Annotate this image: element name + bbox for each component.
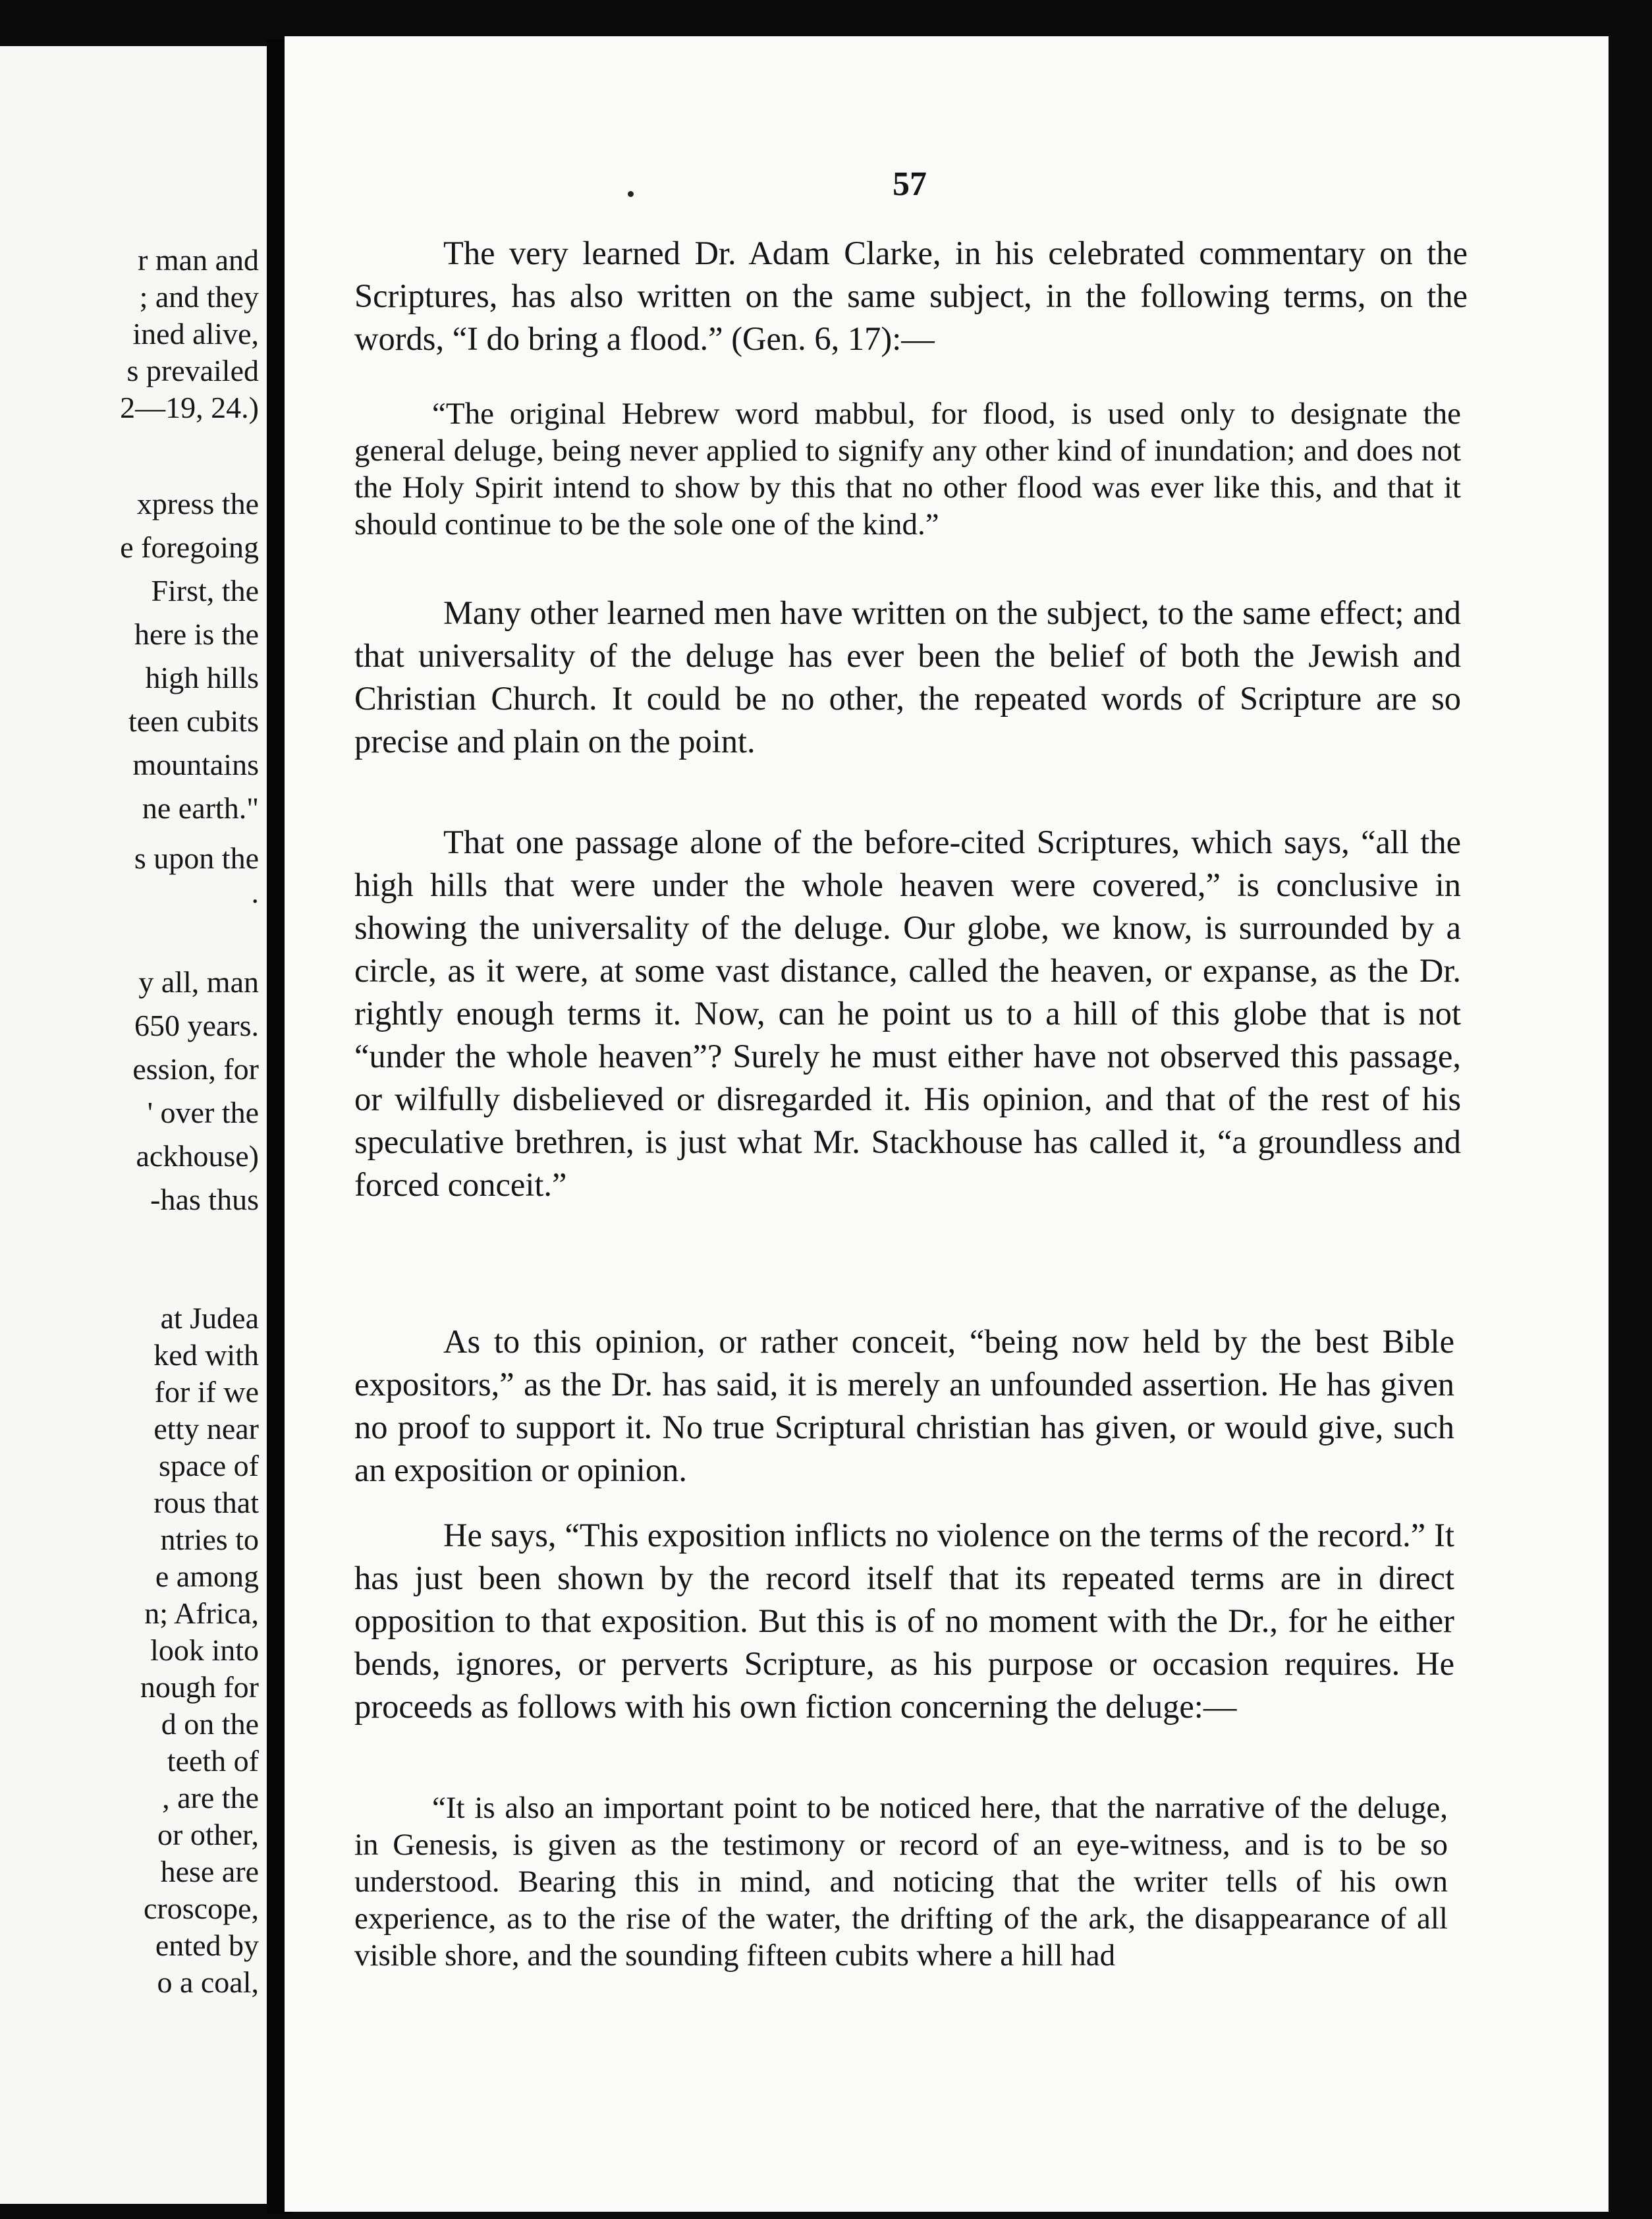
left-line: etty near	[153, 1412, 259, 1446]
left-line: ented by	[155, 1928, 259, 1962]
left-line: e among	[155, 1559, 259, 1593]
left-line: ked with	[153, 1338, 259, 1372]
left-line: teen cubits	[128, 704, 259, 738]
left-line: First, the	[151, 574, 259, 607]
left-line: n; Africa,	[144, 1596, 259, 1630]
left-line: ne earth."	[142, 791, 259, 825]
left-line: ntries to	[160, 1523, 259, 1556]
scan-dot	[628, 191, 634, 197]
left-line: 650 years.	[134, 1009, 259, 1042]
left-line: ; and they	[139, 280, 259, 314]
paragraph-he-says	[354, 1514, 1454, 1728]
paragraph-text: The very learned Dr. Adam Clarke, in his celebrated commentary on the Scriptures, has also written on the same subject, in the following terms, on the words, “I do bring a flood.” (Gen. 6, 17):—	[354, 235, 1468, 357]
paragraph-clarke-intro	[354, 232, 1468, 360]
left-line: ession, for	[132, 1052, 259, 1086]
left-line: rous that	[153, 1486, 259, 1519]
paragraph-text: That one passage alone of the before-cited Scriptures, which says, “all the high hills that were under the whole heaven were covered,” is conclusive in showing the universality of the deluge. Our globe, we know, is surrounded by a circle, as it were, at some vast distance, called the heaven, or expanse, as the Dr. rightly enough terms it. Now, can he point us to a hill of this globe that is not “under the whole heaven”? Surely he must either have not observed this passage, or wilfully disbelieved or disregarded it. His opinion, and that of the rest of his speculative brethren, is just what Mr. Stackhouse has called it, “a groundless and forced conceit.”	[354, 824, 1461, 1203]
page-number: 57	[893, 165, 927, 203]
paragraph-high-hills	[354, 821, 1461, 1206]
quote-eye-witness	[354, 1789, 1448, 1974]
left-line: for if we	[154, 1375, 259, 1409]
left-line: s prevailed	[126, 354, 259, 387]
paragraph-text: Many other learned men have written on the subject, to the same effect; and that universality of the deluge has ever been the belief of both the Jewish and Christian Church. It could be no other, the repeated words of Scripture are so precise and plain on the point.	[354, 594, 1461, 760]
left-line: r man and	[138, 243, 259, 277]
left-line: hese are	[160, 1855, 259, 1888]
facing-page-fragment	[0, 46, 267, 2204]
paragraph-text: As to this opinion, or rather conceit, “being now held by the best Bible expositors,” as the Dr. has said, it is merely an unfounded assertion. He has given no proof to support it. No true Scriptural christian has given, or would give, such an exposition or opinion.	[354, 1323, 1454, 1488]
left-line: space of	[159, 1449, 259, 1482]
left-line: teeth of	[167, 1744, 259, 1778]
quote-text: “The original Hebrew word mabbul, for flood, is used only to designate the general deluge, being never applied to signify any other kind of inundation; and does not the Holy Spirit intend to show by this that no other flood was ever like this, and that it should continue to be the sole one of the kind.”	[354, 397, 1461, 542]
left-line: ' over the	[147, 1096, 259, 1129]
left-line: ined alive,	[132, 317, 259, 351]
paragraph-learned-men	[354, 592, 1461, 763]
quote-mabbul	[354, 395, 1461, 543]
left-line: 2—19, 24.)	[120, 391, 259, 424]
left-line: at Judea	[160, 1301, 259, 1335]
left-line: here is the	[134, 617, 259, 651]
left-line: , are the	[162, 1781, 259, 1814]
left-line: e foregoing	[120, 530, 259, 564]
quote-text: “It is also an important point to be noticed here, that the narrative of the deluge, in Genesis, is given as the testimony or record of an eye-witness, and is to be so understood. Bearing this in mind, and noticing that the writer tells of his own experience, as to the rise of the water, the drifting of the ark, the disappearance of all visible shore, and the sounding fifteen cubits where a hill had	[354, 1791, 1448, 1973]
left-line: nough for	[140, 1670, 259, 1704]
left-line: s upon the	[134, 841, 259, 875]
left-line: d on the	[161, 1707, 259, 1741]
left-line: or other,	[157, 1818, 259, 1851]
left-line: y all, man	[138, 965, 259, 999]
left-line: -has thus	[150, 1183, 259, 1216]
paragraph-conceit	[354, 1320, 1454, 1492]
left-line: ackhouse)	[136, 1139, 259, 1173]
left-line: mountains	[132, 748, 259, 781]
left-line: croscope,	[144, 1892, 259, 1925]
paragraph-text: He says, “This exposition inflicts no violence on the terms of the record.” It has just been shown by the record itself that its repeated terms are in direct opposition to that exposition. But this is of no moment with the Dr., for he either bends, ignores, or perverts Scripture, as his purpose or occasion requires. He proceeds as follows with his own fiction concerning the deluge:—	[354, 1517, 1454, 1725]
left-line: o a coal,	[157, 1965, 259, 1999]
left-line: .	[251, 876, 259, 909]
left-line: high hills	[145, 661, 259, 694]
left-line: xpress the	[136, 487, 259, 520]
left-line: look into	[150, 1633, 259, 1667]
